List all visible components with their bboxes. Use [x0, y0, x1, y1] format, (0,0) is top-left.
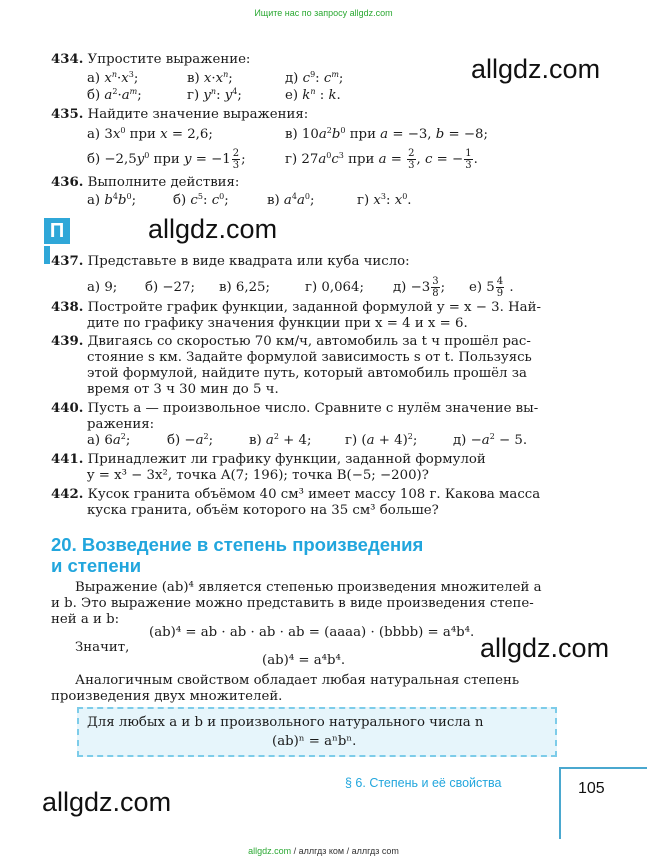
problem-435-title: 435. Найдите значение выражения: — [51, 107, 309, 122]
body-line-3: ней a и b: — [51, 612, 120, 627]
watermark: allgdz.com — [148, 214, 278, 244]
section-title: 20. Возведение в степень произведения и степени — [51, 534, 424, 576]
page-number-box — [559, 767, 647, 839]
problem-435-row1: а) $3x^0$ при x = 2,6; в) $10a^2b^0$ при a = −3, b = −8; — [87, 126, 488, 142]
formula-2: (ab)⁴ = a⁴b⁴. — [262, 653, 346, 668]
watermark: allgdz.com — [480, 633, 610, 663]
footer-section: § 6. Степень и её свойства — [345, 776, 502, 790]
problem-434-row1: а) $x^n\cdot x^3$; в) $x\cdot x^n$; д) $c^9$: $c^m$; — [87, 70, 344, 86]
watermark: allgdz.com — [42, 787, 172, 817]
problem-439-line2: стояние s км. Задайте формулой зависимость s от t. Пользуясь — [87, 350, 532, 365]
problem-439-line3: этой формулой, найдите путь, который автомобиль прошёл за — [87, 366, 527, 381]
marker-bar — [44, 246, 50, 264]
bottom-note: allgdz.com / аллгдз ком / аллгдз com — [248, 846, 399, 856]
problem-439-line1: 439. Двигаясь со скоростью 70 км/ч, автомобиль за t ч прошёл рас- — [51, 334, 531, 349]
problem-435-row2: $б) -2,5y^0$ при y = −1 $\frac{2}{3}$ ; г) $27a^0c^3$ при a = $\frac{2}{3}$ , c = − $\frac{1}{3}$ . — [87, 148, 478, 171]
problem-441-line1: 441. Принадлежит ли графику функции, заданной формулой — [51, 452, 486, 467]
rule-text: Для любых a и b и произвольного натурального числа n — [87, 715, 484, 730]
advanced-level-marker: П — [44, 218, 70, 244]
page-number: 105 — [578, 780, 605, 797]
problem-440-row: а) $6a^2$; $б) -a^2$; в) $a^2 + 4$; г) $(a + 4)^2$; $д) -a^2 - 5$. — [87, 432, 528, 448]
body-line-2: и b. Это выражение можно представить в виде произведения степе- — [51, 596, 534, 611]
problem-439-line4: время от 3 ч 30 мин до 5 ч. — [87, 382, 279, 397]
problem-434-row2: б) $a^2\cdot a^m$; г) $y^n$: $y^4$; е) $k^n$ : k. — [87, 87, 341, 103]
problem-440-line2: ражения: — [87, 417, 155, 432]
problem-434-title: 434. Упростите выражение: — [51, 52, 251, 67]
body-line-5: произведения двух множителей. — [51, 689, 283, 704]
problem-441-line2: y = x³ − 3x², точка A(7; 196); точка B(−5; −200)? — [87, 468, 429, 483]
body-line-4: Аналогичным свойством обладает любая натуральная степень — [75, 673, 520, 688]
rule-formula: (ab)ⁿ = aⁿbⁿ. — [272, 734, 357, 749]
top-note: Ищите нас по запросу allgdz.com — [254, 8, 393, 18]
problem-442-line1: 442. Кусок гранита объёмом 40 см³ имеет массу 108 г. Какова масса — [51, 487, 541, 502]
problem-438-line1: 438. Постройте график функции, заданной формулой y = x − 3. Най- — [51, 300, 541, 315]
problem-437-title: 437. Представьте в виде квадрата или куба число: — [51, 254, 410, 269]
body-znachit: Значит, — [75, 640, 130, 655]
formula-1: (ab)⁴ = ab · ab · ab · ab = (aaaa) · (bbbb) = a⁴b⁴. — [149, 625, 475, 640]
body-line-1: Выражение (ab)⁴ является степенью произведения множителей a — [75, 580, 542, 595]
problem-442-line2: куска гранита, объём которого на 35 см³ больше? — [87, 503, 439, 518]
problem-437-row: а) 9; б) −27; в) 6,25; г) 0,064; д) −3 $\frac{3}{8}$ ; е) 5 $\frac{4}{9}$ . — [87, 276, 514, 299]
problem-436-title: 436. Выполните действия: — [51, 175, 240, 190]
problem-436-row: а) $b^4b^0$; б) $c^5$: $c^0$; в) $a^4a^0$; г) $x^3$: $x^0$. — [87, 192, 412, 208]
watermark: allgdz.com — [471, 54, 601, 84]
problem-440-line1: 440. Пусть a — произвольное число. Сравните с нулём значение вы- — [51, 401, 539, 416]
problem-438-line2: дите по графику значения функции при x = 4 и x = 6. — [87, 316, 468, 331]
